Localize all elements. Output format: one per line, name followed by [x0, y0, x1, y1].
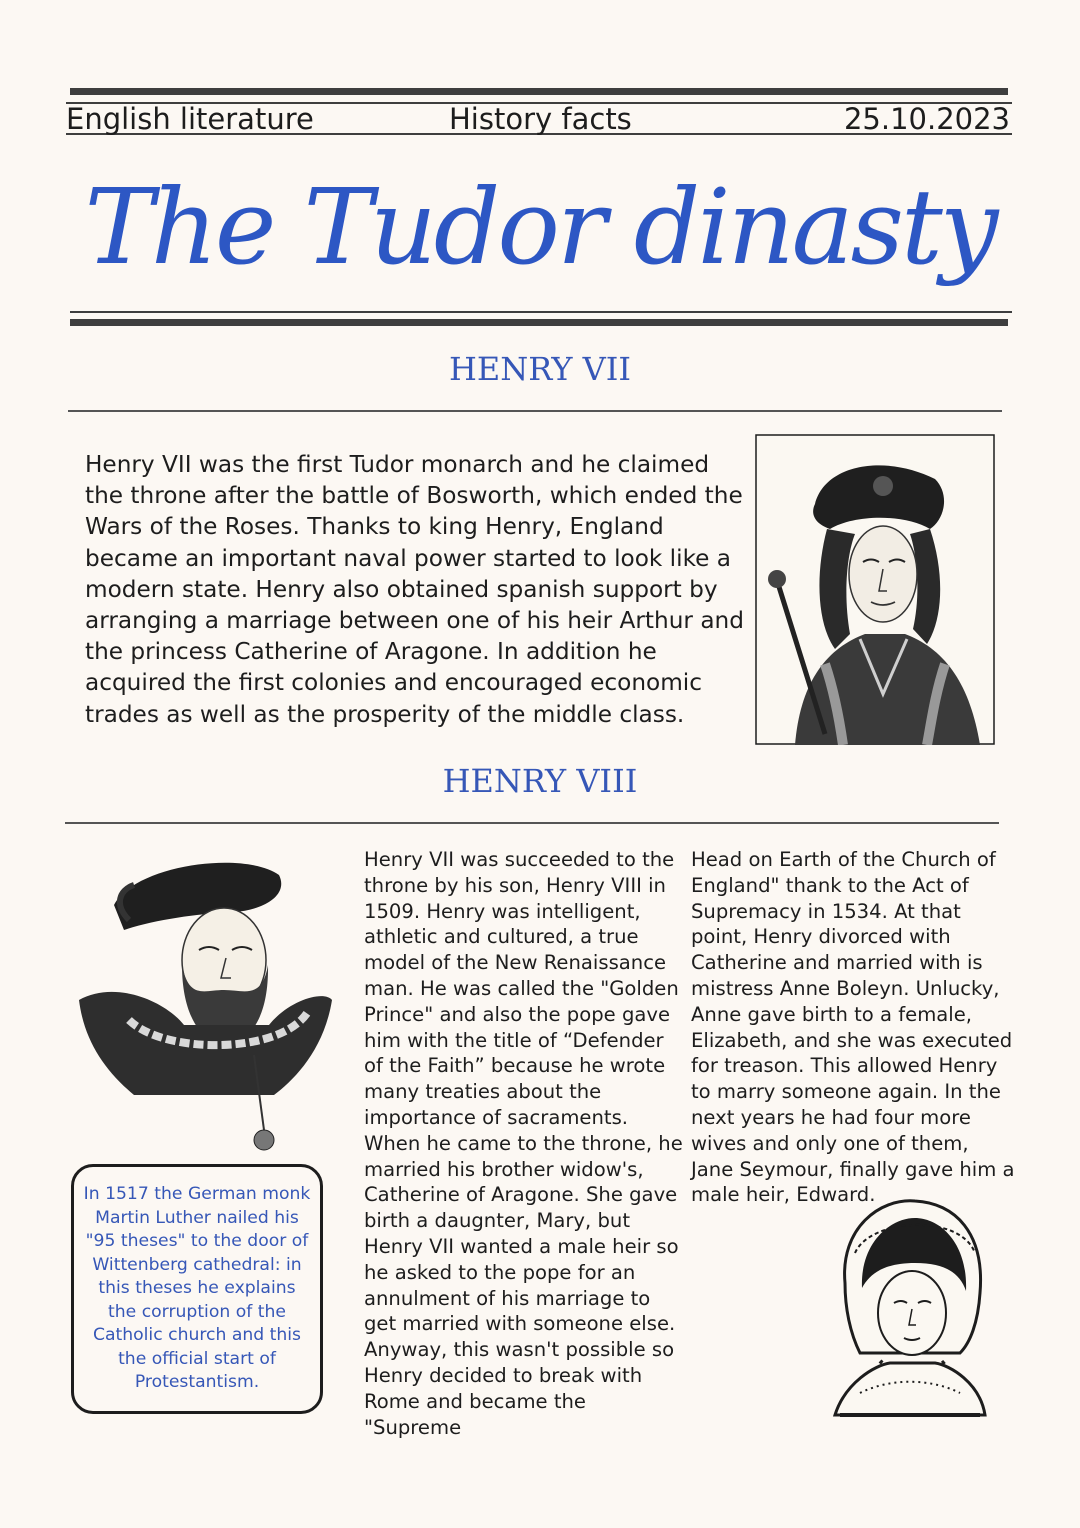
henry7-rule	[68, 410, 1002, 412]
page-title: The Tudor dinasty	[84, 166, 996, 288]
henry8-text-column-2: Head on Earth of the Church of England" thank to the Act of Supremacy in 1534. At that point, Henry divorced with Catherine and married with is mistress Anne Boleyn. Unlucky, Anne gave birth to a female, Elizabeth, and she was executed for treason. This allowed Henry to marry someone again. In the next years he had four more wives and only one of them, Jane Seymour, finally gave him a male heir, Edward.	[691, 848, 1015, 1207]
header-date: 25.10.2023	[843, 102, 1010, 136]
henry7-portrait-image	[755, 434, 995, 745]
henry8-rule	[65, 822, 999, 824]
henry7-text: Henry VII was the first Tudor monarch and he claimed the throne after the battle of Bosworth, which ended the Wars of the Roses. Thanks to king Henry, England became an important naval power started to look like a modern state. Henry also obtained spanish support by arranging a marriage between one of his heir Arthur and the princess Catherine of Aragone. In addition he acquired the first colonies and encouraged economic trades as well as the prosperity of the middle class.	[85, 451, 744, 728]
title-thick-rule	[70, 319, 1008, 326]
top-thick-rule	[70, 88, 1008, 95]
header-subject: English literature	[66, 102, 314, 136]
henry7-heading: HENRY VII	[448, 350, 632, 388]
henry8-portrait-image	[74, 850, 334, 1156]
title-thin-rule	[70, 311, 1012, 313]
henry8-text-column-1: Henry VII was succeeded to the throne by his son, Henry VIII in 1509. Henry was intelligent, athletic and cultured, a true model of the New Renaissance man. He was called the "Golden Prince" and also the pope gave him with the title of “Defender of the Faith” because he wrote many treaties about the importance of sacraments. When he came to the throne, he married his brother widow's, Catherine of Aragone. She gave birth a daugnter, Mary, but Henry VII wanted a male heir so he asked to the pope for an annulment of his marriage to get married with someone else. Anyway, this wasn't possible so Henry decided to break with Rome and became the "Supreme	[364, 848, 683, 1439]
henry8-heading: HENRY VIII	[442, 762, 638, 800]
anne-boleyn-portrait-image	[820, 1193, 998, 1417]
luther-callout-box: In 1517 the German monk Martin Luther nailed his "95 theses" to the door of Wittenberg cathedral: in this theses he explains the corruption of the Catholic church and this the official start of Protestantism.	[71, 1164, 323, 1414]
header-topic: History facts	[449, 102, 632, 136]
